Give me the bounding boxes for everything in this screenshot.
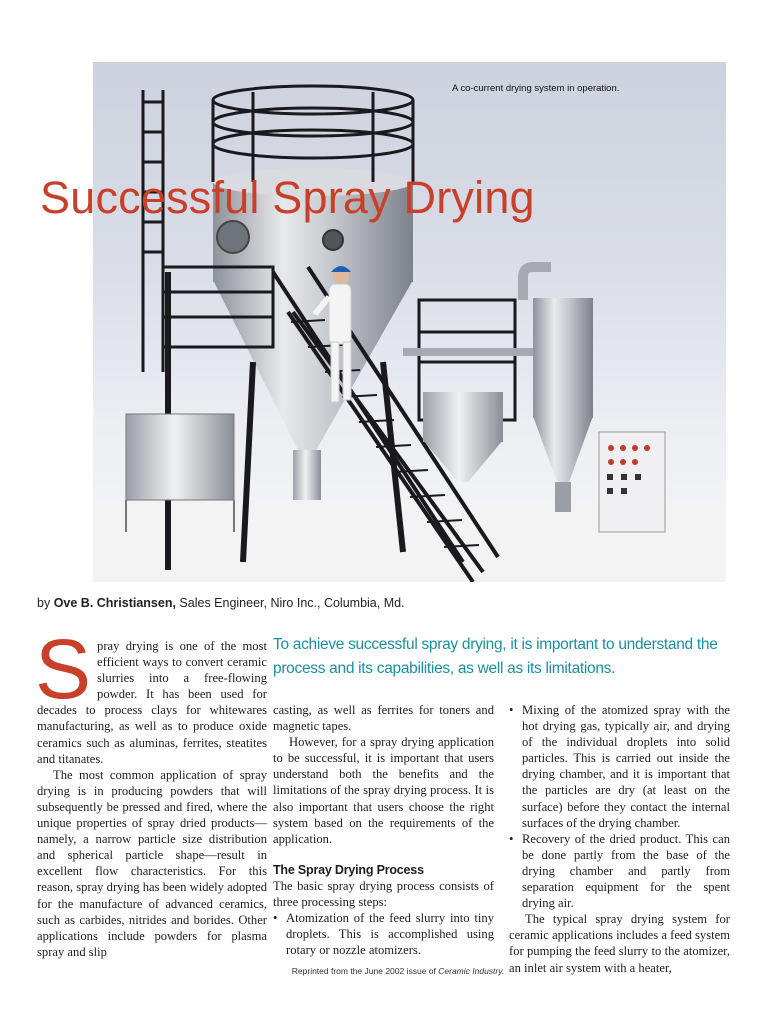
hero-photo bbox=[93, 62, 726, 582]
list-item: • Atomization of the feed slurry into tiny droplets. This is accomplished using rotary or nozzle atomizers. bbox=[273, 910, 494, 958]
pull-quote: To achieve successful spray drying, it is important to understand the process and its capabilities, as well as its limitations. bbox=[273, 636, 718, 677]
top-railing bbox=[213, 86, 413, 182]
spray-dryer-illustration bbox=[93, 62, 726, 582]
paragraph-text: pray drying is one of the most efficient ways to convert ceramic slurries into a free-flowing powder. It has been used for decades to process clays for whitewares manufacturing, as well as to produce oxide ceramics such as aluminas, ferrites, steatites and titanates. bbox=[37, 639, 267, 766]
control-cabinet-left bbox=[126, 414, 234, 500]
paragraph: casting, as well as ferrites for toners and magnetic tapes. bbox=[273, 703, 494, 734]
paragraph: The typical spray drying system for ceramic applications includes a feed system for pumping the feed slurry to the atomizer, an inlet air system with a heater, bbox=[509, 912, 730, 975]
byline bbox=[37, 596, 405, 610]
cyclone bbox=[533, 298, 593, 418]
bullet-list bbox=[509, 702, 730, 911]
list-item: • Mixing of the atomized spray with the hot drying gas, typically air, and drying of the individual droplets into solid particles. This is carried out inside the drying chamber, and it is important that the particles are dry (at least on the surface) before they contact the internal surfaces of the drying chamber. bbox=[509, 702, 730, 831]
column-1 bbox=[35, 622, 267, 960]
bullet-list bbox=[273, 910, 494, 958]
section-heading: The Spray Drying Process bbox=[273, 862, 424, 877]
paragraph: The basic spray drying process consists of three processing steps: bbox=[273, 878, 494, 910]
photo-caption: A co-current drying system in operation. bbox=[452, 83, 620, 94]
paragraph bbox=[35, 622, 267, 767]
column-3 bbox=[509, 702, 730, 976]
paragraph: The most common application of spray drying is in producing powders that will subsequently be pressed and fired, where the unique properties of spray dried products—namely, a narrow particle size distribution and spherical particle shape—result in excellent flow characteristics. For this reason, spray drying has been widely adopted for the manufacture of advanced ceramics, such as carbides, nitrides and borides. Other applications include powders for plasma spray and slip bbox=[37, 767, 267, 959]
publication-name: Ceramic Industry. bbox=[438, 966, 505, 976]
paragraph: However, for a spray drying application to be successful, it is important that users understand both the benefits and the limitations of the spray drying process. It is also important that users choose the right system based on the requirements of the application. bbox=[273, 735, 494, 846]
column-2 bbox=[273, 702, 494, 958]
byline-prefix: by bbox=[37, 596, 54, 610]
reprint-text: Reprinted from the June 2002 issue of bbox=[291, 966, 439, 976]
list-item: • Recovery of the dried product. This can be done partly from the base of the drying chamber and partly from separation equipment for the spent drying air. bbox=[509, 831, 730, 911]
byline-author: Ove B. Christiansen, bbox=[53, 596, 176, 610]
reprint-note bbox=[278, 966, 518, 976]
drop-cap: S bbox=[35, 622, 92, 716]
byline-role: Sales Engineer, Niro Inc., Columbia, Md. bbox=[175, 596, 405, 610]
article-title: Successful Spray Drying bbox=[40, 172, 535, 223]
ladder bbox=[143, 90, 163, 372]
